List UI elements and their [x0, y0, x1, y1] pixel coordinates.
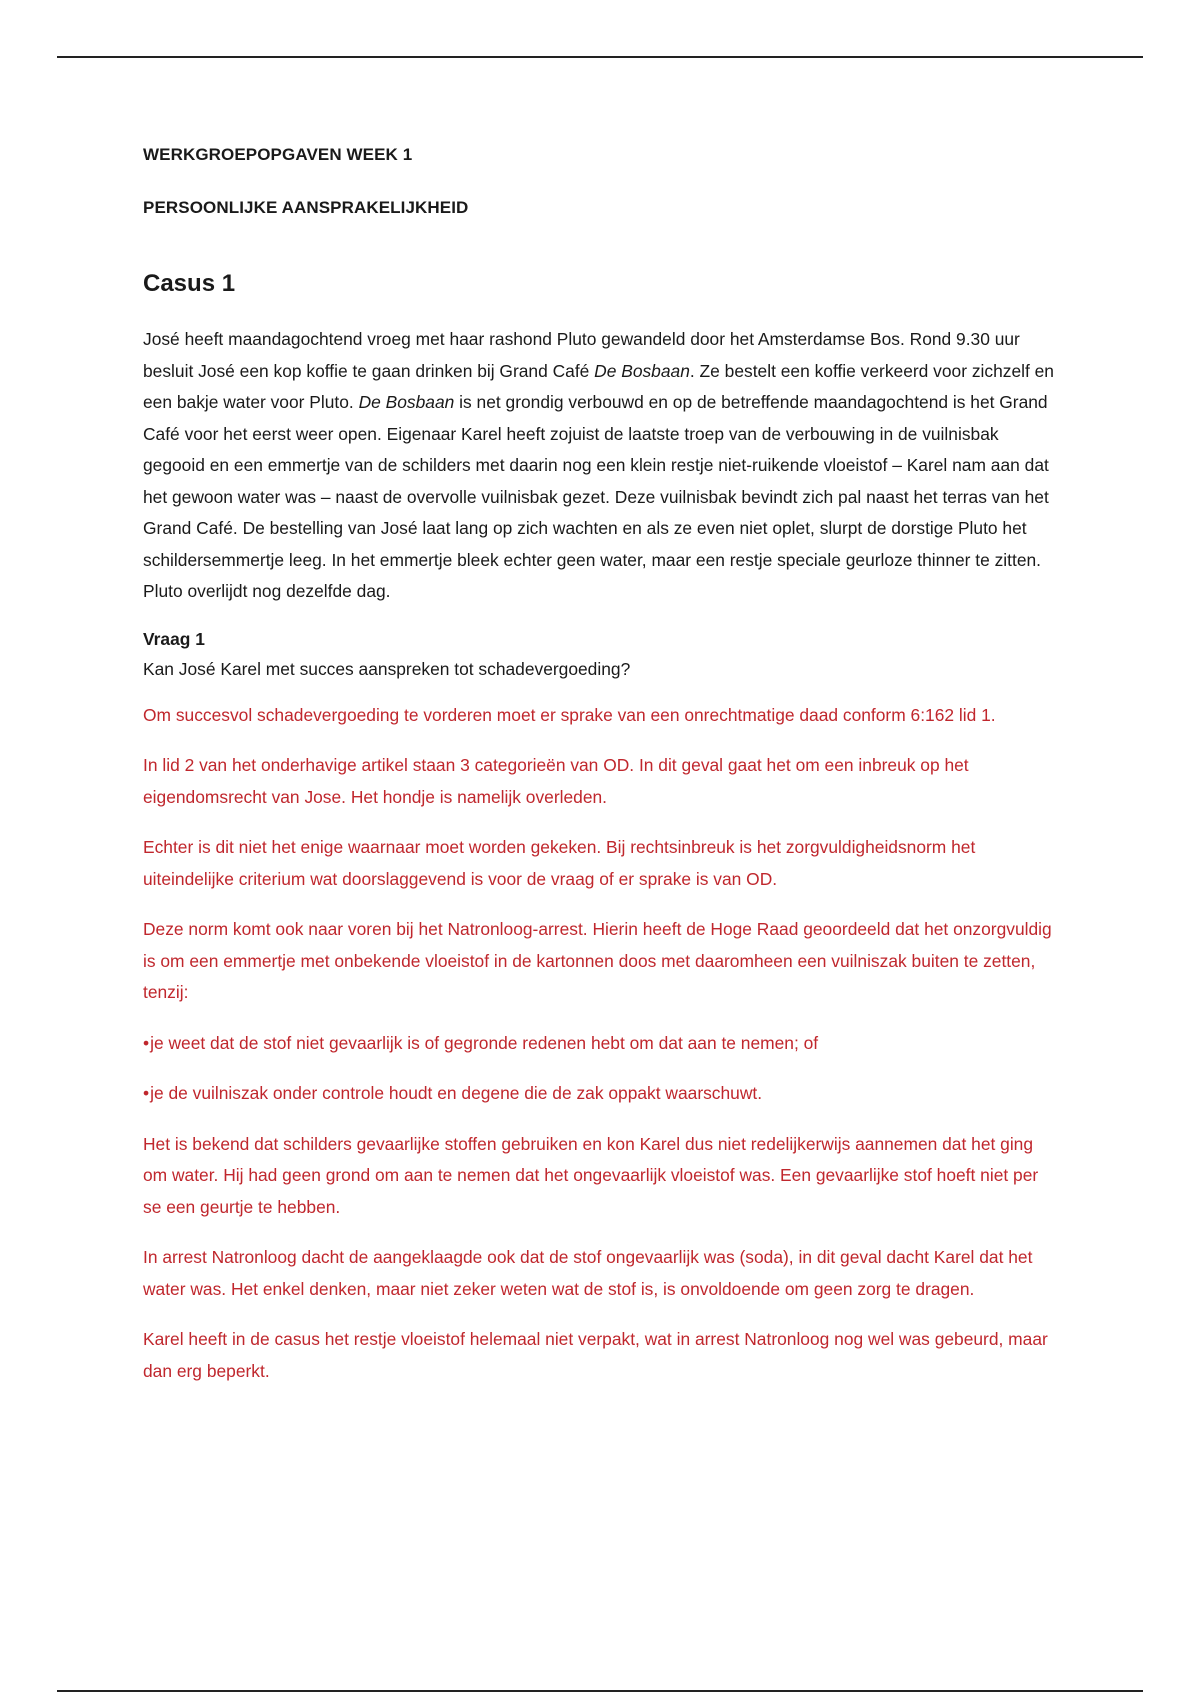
casus-text-part2: . Ze bestelt een koffie verkeerd voor zichzelf en een bakje water voor Pluto. — [143, 360, 1054, 412]
question-text: Kan José Karel met succes aanspreken tot schadevergoeding? — [143, 658, 631, 679]
answer-paragraph: In arrest Natronloog dacht de aangeklaagde ook dat de stof ongevaarlijk was (soda), in dit geval dacht Karel dat het water was. Het enkel denken, maar niet zeker weten wat de stof is, is onvoldoende om geen zorg te dragen. — [143, 1247, 1033, 1299]
answer-paragraph: Karel heeft in de casus het restje vloeistof helemaal niet verpakt, wat in arrest Natronloog nog wel was gebeurd, maar dan erg beperkt. — [143, 1329, 1048, 1381]
answer-paragraph: In lid 2 van het onderhavige artikel staan 3 categorieën van OD. In dit geval gaat het om een inbreuk op het eigendomsrecht van Jose. Het hondje is namelijk overleden. — [143, 755, 969, 807]
casus-text-part3: is net grondig verbouwd en op de betreffende maandagochtend is het Grand Café voor het eerst weer open. Eigenaar Karel heeft zojuist de laatste troep van de verbouwing in de vuilnisbak gegooid en een emmertje van de schilders met daarin nog een klein restje niet-ruikende vloeistof – Karel nam aan dat het gewoon water was – naast de overvolle vuilnisbak gezet. Deze vuilnisbak bevindt zich pal naast het terras van het Grand Café. De bestelling van José laat lang op zich wachten en als ze even niet oplet, slurpt de dorstige Pluto het schildersemmertje leeg. In het emmertje bleek echter geen water, maar een restje speciale geurloze thinner te zitten. Pluto overlijdt nog dezelfde dag. — [143, 392, 1049, 601]
answer-bullet: • je weet dat de stof niet gevaarlijk is of gegronde redenen hebt om dat aan te nemen; of — [143, 1028, 1058, 1060]
casus-text-italic2: De Bosbaan — [358, 392, 455, 412]
bottom-rule — [57, 1690, 1143, 1692]
assignment-heading: WERKGROEPOPGAVEN WEEK 1 — [143, 145, 413, 164]
casus-text — [143, 324, 1058, 608]
casus-text-part1: José heeft maandagochtend vroeg met haar rashond Pluto gewandeld door het Amsterdamse Bos. Rond 9.30 uur besluit José een kop koffie te gaan drinken bij Grand Café — [143, 329, 1020, 381]
answer-bullet: • je de vuilniszak onder controle houdt en degene die de zak oppakt waarschuwt. — [143, 1078, 1058, 1110]
answer-paragraph: Om succesvol schadevergoeding te vorderen moet er sprake van een onrechtmatige daad conform 6:162 lid 1. — [143, 704, 996, 725]
answer-paragraph: Het is bekend dat schilders gevaarlijke stoffen gebruiken en kon Karel dus niet redelijkerwijs aannemen dat het ging om water. Hij had geen grond om aan te nemen dat het ongevaarlijk vloeistof was. Een gevaarlijke stof hoeft niet per se een geurtje te hebben. — [143, 1133, 1039, 1217]
answer-paragraph: Deze norm komt ook naar voren bij het Natronloog-arrest. Hierin heeft de Hoge Raad geoordeeld dat het onzorgvuldig is om een emmertje met onbekende vloeistof in de kartonnen doos met daaromheen een vuilniszak buiten te zetten, tenzij: — [143, 919, 1052, 1002]
top-rule — [57, 56, 1143, 58]
casus-text-italic1: De Bosbaan — [594, 360, 690, 381]
topic-heading: PERSOONLIJKE AANSPRAKELIJKHEID — [143, 198, 469, 217]
answer-paragraph: Echter is dit niet het enige waarnaar moet worden gekeken. Bij rechtsinbreuk is het zorgvuldigheidsnorm het uiteindelijke criterium wat doorslaggevend is voor de vraag of er sprake is van OD. — [143, 837, 976, 889]
question-label: Vraag 1 — [143, 628, 205, 649]
casus-title: Casus 1 — [143, 270, 236, 297]
document-body — [143, 145, 1058, 1406]
